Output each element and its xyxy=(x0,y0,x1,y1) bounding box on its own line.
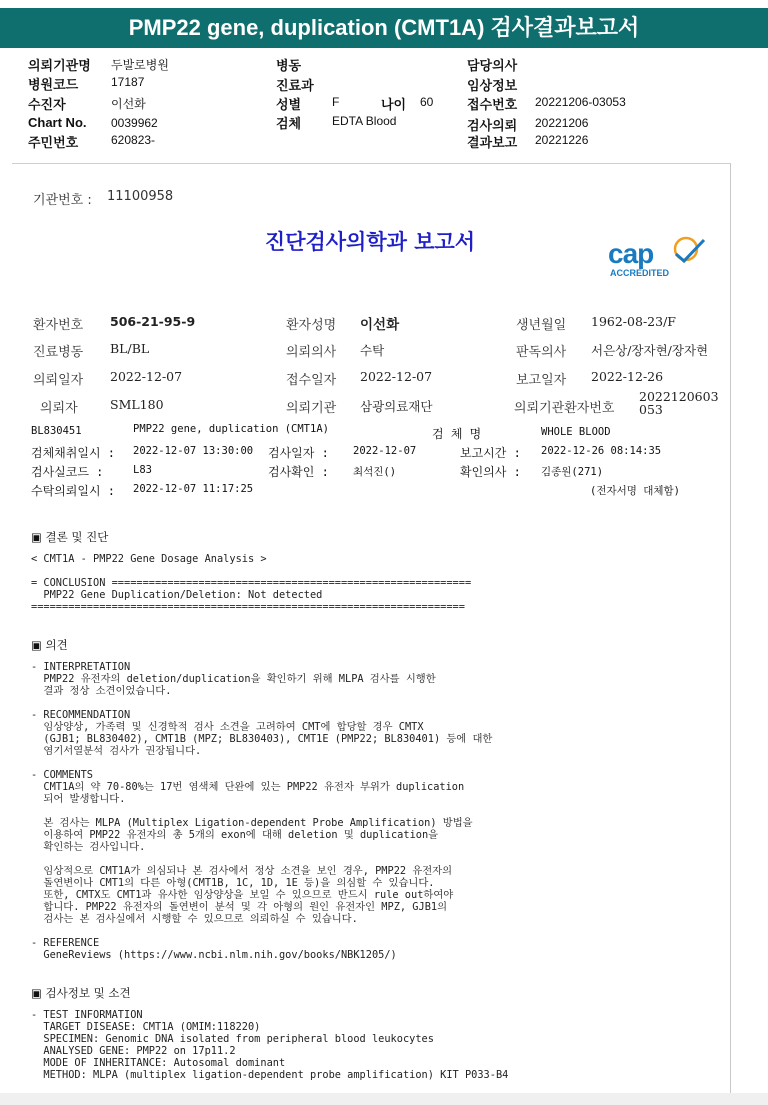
comments-heading: - COMMENTS xyxy=(31,769,93,781)
header-value-hosp-code: 17187 xyxy=(111,75,145,89)
header-label-clinical: 임상정보 xyxy=(467,78,518,93)
test-name: PMP22 gene, duplication (CMT1A) xyxy=(133,423,329,435)
report-time-value: 2022-12-26 08:14:35 xyxy=(541,445,662,457)
header-value-patient: 이선화 xyxy=(111,97,146,111)
info-value-requester: SML180 xyxy=(110,397,164,412)
info-label-req-inst: 의뢰기관 xyxy=(286,401,337,416)
confirm-doctor-value: 김종원(271) xyxy=(541,466,604,478)
section-heading-result: ▣ 결론 및 진단 xyxy=(31,530,109,544)
analysis-title: < CMT1A - PMP22 Gene Dosage Analysis > xyxy=(31,553,267,565)
header-value-age: 60 xyxy=(420,95,434,109)
header-value-result-date: 20221226 xyxy=(535,133,589,147)
test-info-line: ANALYSED GENE: PMP22 on 17p11.2 xyxy=(31,1045,236,1057)
comments-line: 확인하는 검사입니다. xyxy=(31,841,146,853)
lab-code-value: L83 xyxy=(133,464,152,476)
test-info-line: METHOD: MLPA (multiplex ligation-dependent probe amplification) KIT P033-B4 xyxy=(31,1069,509,1081)
test-confirm-value: 최석진() xyxy=(353,466,397,478)
reference-heading: - REFERENCE xyxy=(31,937,100,949)
header-value-sex: F xyxy=(332,95,340,109)
test-info-line: MODE OF INHERITANCE: Autosomal dominant xyxy=(31,1057,286,1069)
info-label-inst-patient-no: 의뢰기관환자번호 xyxy=(514,401,615,416)
interpretation-heading: - INTERPRETATION xyxy=(31,661,131,673)
info-value-inst-patient-no: 2022120603053 xyxy=(639,389,719,417)
lab-code-label: 검사실코드 : xyxy=(31,465,104,479)
info-value-dob: 1962-08-23/F xyxy=(591,314,676,329)
reference-line: GeneReviews (https://www.ncbi.nlm.nih.gov/books/NBK1205/) xyxy=(31,949,397,961)
collect-time-label: 검체채취일시 : xyxy=(31,446,116,460)
comments-line: CMT1A의 약 70-80%는 17번 염색체 단완에 있는 PMP22 유전자 부위가 duplication xyxy=(31,781,465,793)
header-label-sex: 성별 xyxy=(276,97,302,112)
comments-line: 임상적으로 CMT1A가 의심되나 본 검사에서 정상 소견을 보인 경우, PMP22 유전자의 xyxy=(31,865,453,877)
info-label-report-day: 보고일자 xyxy=(516,373,567,388)
test-day-label: 검사일자 : xyxy=(268,446,329,460)
header-label-dept: 진료과 xyxy=(276,78,314,93)
interpretation-line: PMP22 유전자의 deletion/duplication을 확인하기 위해 MLPA 검사를 시행한 xyxy=(31,673,436,685)
institution-no-label: 기관번호 : xyxy=(33,193,92,208)
section-heading-opinion: ▣ 의견 xyxy=(31,638,68,652)
info-value-reading-doctor: 서은상/장자현/장자현 xyxy=(591,343,709,358)
test-day-value: 2022-12-07 xyxy=(353,445,417,457)
institution-no-value: 11100958 xyxy=(107,189,174,204)
header-label-req-inst: 의뢰기관명 xyxy=(28,58,91,73)
specimen-name-value: WHOLE BLOOD xyxy=(541,426,611,438)
header-label-resident-no: 주민번호 xyxy=(28,135,79,150)
recommendation-line: (GJB1; BL830402), CMT1B (MPZ; BL830403), CMT1E (PMP22; BL830401) 등에 대한 xyxy=(31,733,493,745)
comments-line: 이용하여 PMP22 유전자의 총 5개의 exon에 대해 deletion 및 duplication을 xyxy=(31,829,439,841)
header-label-specimen: 검체 xyxy=(276,116,302,131)
header-label-receipt-no: 접수번호 xyxy=(467,97,518,112)
info-label-dob: 생년월일 xyxy=(516,318,567,333)
cap-logo-text: cap xyxy=(608,238,654,269)
test-info-line: SPECIMEN: Genomic DNA isolated from peripheral blood leukocytes xyxy=(31,1033,434,1045)
recommendation-line: 임상양상, 가족력 및 신경학적 검사 소견을 고려하여 CMT에 합당할 경우 CMTX xyxy=(31,721,424,733)
info-value-receipt-day: 2022-12-07 xyxy=(360,369,433,384)
info-label-ward: 진료병동 xyxy=(33,345,84,360)
conclusion-text: PMP22 Gene Duplication/Deletion: Not detected xyxy=(31,589,323,601)
info-value-req-inst: 삼광의료재단 xyxy=(360,399,433,414)
header-label-patient: 수진자 xyxy=(28,97,66,112)
info-value-patient-name: 이선화 xyxy=(360,317,400,333)
e-signature-note: (전자서명 대체함) xyxy=(590,485,680,497)
confirm-doctor-label: 확인의사 : xyxy=(460,465,521,479)
specimen-name-label: 검 체 명 xyxy=(432,427,482,441)
header-value-req-date: 20221206 xyxy=(535,116,589,130)
test-info-line: TARGET DISEASE: CMT1A (OMIM:118220) xyxy=(31,1021,261,1033)
page-bottom-band xyxy=(0,1093,768,1105)
header-label-hosp-code: 병원코드 xyxy=(28,77,79,92)
header-label-result-date: 결과보고 xyxy=(467,135,518,150)
info-label-patient-name: 환자성명 xyxy=(286,318,337,333)
header-value-req-inst: 두발로병원 xyxy=(111,58,169,72)
info-label-patient-no: 환자번호 xyxy=(33,318,84,333)
consign-time-value: 2022-12-07 11:17:25 xyxy=(133,483,254,495)
header-label-req-date: 검사의뢰 xyxy=(467,118,518,133)
collect-time-value: 2022-12-07 13:30:00 xyxy=(133,445,254,457)
info-label-req-doctor: 의뢰의사 xyxy=(286,345,337,360)
interpretation-line: 결과 정상 소견이었습니다. xyxy=(31,685,172,697)
header-value-resident-no: 620823- xyxy=(111,133,156,147)
section-heading-test-info: ▣ 검사정보 및 소견 xyxy=(31,986,131,1000)
consign-time-label: 수탁의뢰일시 : xyxy=(31,484,116,498)
header-label-doctor: 담당의사 xyxy=(467,58,518,73)
header-label-age: 나이 xyxy=(381,97,407,112)
report-title: 진단검사의학과 보고서 xyxy=(264,229,476,254)
comments-line: 검사는 본 검사실에서 시행할 수 있으므로 의뢰하실 수 있습니다. xyxy=(31,913,358,925)
test-code: BL830451 xyxy=(31,425,82,437)
info-value-ward: BL/BL xyxy=(110,341,150,356)
comments-line: 또한, CMTX도 CMT1과 유사한 임상양상을 보일 수 있으므로 반드시 rule out하여야 xyxy=(31,889,454,901)
header-label-ward: 병동 xyxy=(276,58,302,73)
test-info-heading: - TEST INFORMATION xyxy=(31,1009,143,1021)
conclusion-end-rule: ====================================================================== xyxy=(31,601,465,613)
info-value-report-day: 2022-12-26 xyxy=(591,369,664,384)
info-label-receipt-day: 접수일자 xyxy=(286,373,337,388)
header-value-specimen: EDTA Blood xyxy=(332,114,397,128)
info-label-requester: 의뢰자 xyxy=(40,401,78,416)
cap-logo-subtext: ACCREDITED xyxy=(610,268,670,278)
comments-line: 본 검사는 MLPA (Multiplex Ligation-dependent Probe Amplification) 방법을 xyxy=(31,817,473,829)
info-label-reading-doctor: 판독의사 xyxy=(516,345,567,360)
comments-line: 돌연변이나 CMT1의 다른 아형(CMT1B, 1C, 1D, 1E 등)을 의심할 수 있습니다. xyxy=(31,877,435,889)
comments-line: 합니다. PMP22 유전자의 돌연변이 분석 및 각 아형의 원인 유전자인 MPZ, GJB1의 xyxy=(31,901,448,913)
info-value-req-doctor: 수탁 xyxy=(360,343,385,358)
conclusion-rule: = CONCLUSION ========================================================== xyxy=(31,577,472,589)
info-value-patient-no: 506-21-95-9 xyxy=(110,314,196,329)
header-label-chart-no: Chart No. xyxy=(28,115,87,130)
cap-accredited-logo xyxy=(604,234,708,280)
info-label-req-day: 의뢰일자 xyxy=(33,373,84,388)
comments-line: 되어 발생합니다. xyxy=(31,793,126,805)
recommendation-heading: - RECOMMENDATION xyxy=(31,709,131,721)
header-value-chart-no: 0039962 xyxy=(111,116,158,130)
info-value-req-day: 2022-12-07 xyxy=(110,369,183,384)
report-time-label: 보고시간 : xyxy=(460,446,521,460)
report-header-title: PMP22 gene, duplication (CMT1A) 검사결과보고서 xyxy=(0,8,768,48)
test-confirm-label: 검사확인 : xyxy=(268,465,329,479)
recommendation-line: 염기서열분석 검사가 권장됩니다. xyxy=(31,745,202,757)
header-value-receipt-no: 20221206-03053 xyxy=(535,95,626,109)
